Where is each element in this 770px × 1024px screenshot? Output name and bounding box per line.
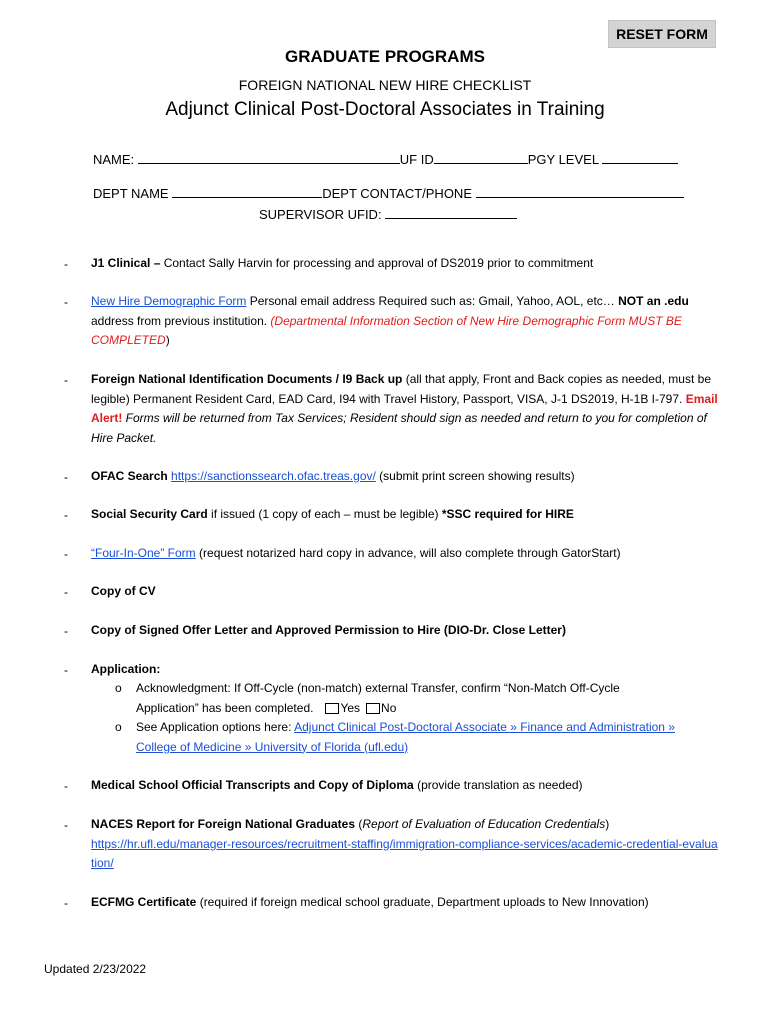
ss-heading: Social Security Card	[91, 507, 208, 521]
fn-heading: Foreign National Identification Documents / I9 Back up	[91, 372, 403, 386]
offer-heading: Copy of Signed Offer Letter and Approved Permission to Hire (DIO-Dr. Close Letter)	[91, 623, 566, 637]
cv-heading: Copy of CV	[91, 584, 156, 598]
item-social-security	[91, 505, 721, 525]
item-medical-school	[91, 776, 721, 796]
name-row	[93, 152, 678, 167]
application-options-link[interactable]: Adjunct Clinical Post-Doctoral Associate » Finance and Administration »	[294, 720, 675, 734]
item-offer-letter	[91, 621, 721, 641]
bullet: -	[64, 295, 68, 309]
naces-link[interactable]: https://hr.ufl.edu/manager-resources/recruitment-staffing/immigration-compliance-services/academic-credential-evaluation/	[91, 836, 718, 870]
item-foreign-national-docs	[91, 370, 721, 448]
name-label: NAME:	[93, 152, 135, 167]
naces-heading: NACES Report for Foreign National Graduates	[91, 817, 356, 831]
email-alert: Email Alert!	[91, 391, 718, 425]
pgy-label: PGY LEVEL	[527, 152, 599, 167]
application-options-link-2[interactable]: College of Medicine » University of Florida (ufl.edu)	[136, 739, 409, 754]
j1-text: Contact Sally Harvin for processing and approval of DS2019 prior to commitment	[160, 256, 594, 270]
updated-date: Updated 2/23/2022	[44, 962, 147, 976]
no-checkbox[interactable]	[366, 703, 380, 714]
bullet: -	[64, 470, 68, 484]
sub-bullet: o	[115, 681, 122, 695]
item-ecfmg	[91, 893, 721, 913]
ofac-text: (submit print screen showing results)	[375, 469, 575, 483]
yes-checkbox[interactable]	[325, 703, 339, 714]
demo-required-note: (Departmental Information Section of New Hire Demographic Form MUST BE COMPLETED	[91, 313, 682, 347]
sub-bullet: o	[115, 720, 122, 734]
item-four-in-one	[91, 544, 721, 564]
bullet: -	[64, 779, 68, 793]
bullet: -	[64, 585, 68, 599]
bullet: -	[64, 896, 68, 910]
page-title: GRADUATE PROGRAMS	[285, 47, 485, 66]
checklist-subtitle: FOREIGN NATIONAL NEW HIRE CHECKLIST	[238, 77, 532, 93]
application-heading: Application:	[91, 662, 161, 676]
bullet: -	[64, 547, 68, 561]
supervisor-field[interactable]	[385, 207, 517, 219]
item-j1-clinical	[91, 254, 721, 274]
ufid-field[interactable]	[434, 152, 528, 164]
four-in-one-form-link[interactable]: “Four-In-One” Form	[91, 546, 196, 560]
dept-name-label: DEPT NAME	[93, 186, 169, 201]
naces-open: (	[355, 817, 363, 831]
demo-text: Personal email address Required such as: Gmail, Yahoo, AOL, etc…	[246, 294, 619, 308]
four-text: (request notarized hard copy in advance, will also complete through GatorStart)	[195, 546, 621, 560]
dept-contact-label: DEPT CONTACT/PHONE	[322, 186, 472, 201]
fn-text: (all that apply, Front and Back copies as needed, must be legible) Permanent Resident Card, EAD Card, I94 with Travel History, Passport, VISA, J-1 DS2019, H-1B I-797.	[91, 372, 711, 406]
j1-heading: J1 Clinical –	[91, 256, 161, 270]
bullet: -	[64, 373, 68, 387]
med-heading: Medical School Official Transcripts and Copy of Diploma	[91, 778, 414, 792]
demo-not-edu: NOT an .edu	[618, 294, 689, 308]
yes-label: Yes	[340, 700, 361, 715]
bullet: -	[64, 818, 68, 832]
bullet: -	[64, 257, 68, 271]
naces-close: )	[605, 817, 610, 831]
dept-contact-field[interactable]	[476, 186, 684, 198]
pgy-field[interactable]	[602, 152, 678, 164]
ufid-label: UF ID	[399, 152, 434, 167]
item-naces-report	[91, 815, 721, 874]
item-demographic-form	[91, 292, 721, 351]
ofac-heading: OFAC Search	[91, 469, 168, 483]
ofac-link[interactable]: https://sanctionssearch.ofac.treas.gov/	[171, 469, 376, 483]
bullet: -	[64, 508, 68, 522]
new-hire-demographic-form-link[interactable]: New Hire Demographic Form	[91, 294, 247, 308]
bullet: -	[64, 663, 68, 677]
supervisor-label: SUPERVISOR UFID:	[259, 207, 382, 222]
demo-close: )	[165, 333, 170, 347]
see-text: See Application options here:	[136, 720, 295, 734]
item-ofac-search	[91, 467, 721, 487]
dept-row	[93, 186, 684, 201]
supervisor-row	[259, 207, 517, 222]
ss-text: if issued (1 copy of each – must be legible)	[207, 507, 442, 521]
fn-note: Forms will be returned from Tax Services; Resident should sign as needed and return to you for completion of Hire Packet.	[91, 411, 707, 445]
dept-name-field[interactable]	[172, 186, 322, 198]
application-options-item	[136, 718, 721, 757]
item-cv	[91, 582, 721, 602]
bullet: -	[64, 624, 68, 638]
acknowledgment-item	[136, 679, 721, 718]
naces-note: Report of Evaluation of Education Credentials	[362, 817, 606, 831]
demo-text2: address from previous institution.	[91, 313, 271, 328]
item-application	[91, 660, 721, 680]
ecfmg-heading: ECFMG Certificate	[91, 895, 197, 909]
reset-form-button[interactable]: RESET FORM	[608, 20, 716, 48]
ecfmg-text: (required if foreign medical school graduate, Department uploads to New Innovation)	[196, 895, 649, 909]
ack-text: Acknowledgment: If Off-Cycle (non-match) external Transfer, confirm “Non-Match Off-Cycle	[136, 681, 620, 695]
program-title: Adjunct Clinical Post-Doctoral Associates in Training	[165, 99, 605, 120]
name-field[interactable]	[138, 152, 400, 164]
no-label: No	[381, 700, 397, 715]
med-text: (provide translation as needed)	[413, 778, 583, 792]
ss-required: *SSC required for HIRE	[441, 507, 574, 521]
ack-text2: Application” has been completed.	[136, 700, 314, 715]
